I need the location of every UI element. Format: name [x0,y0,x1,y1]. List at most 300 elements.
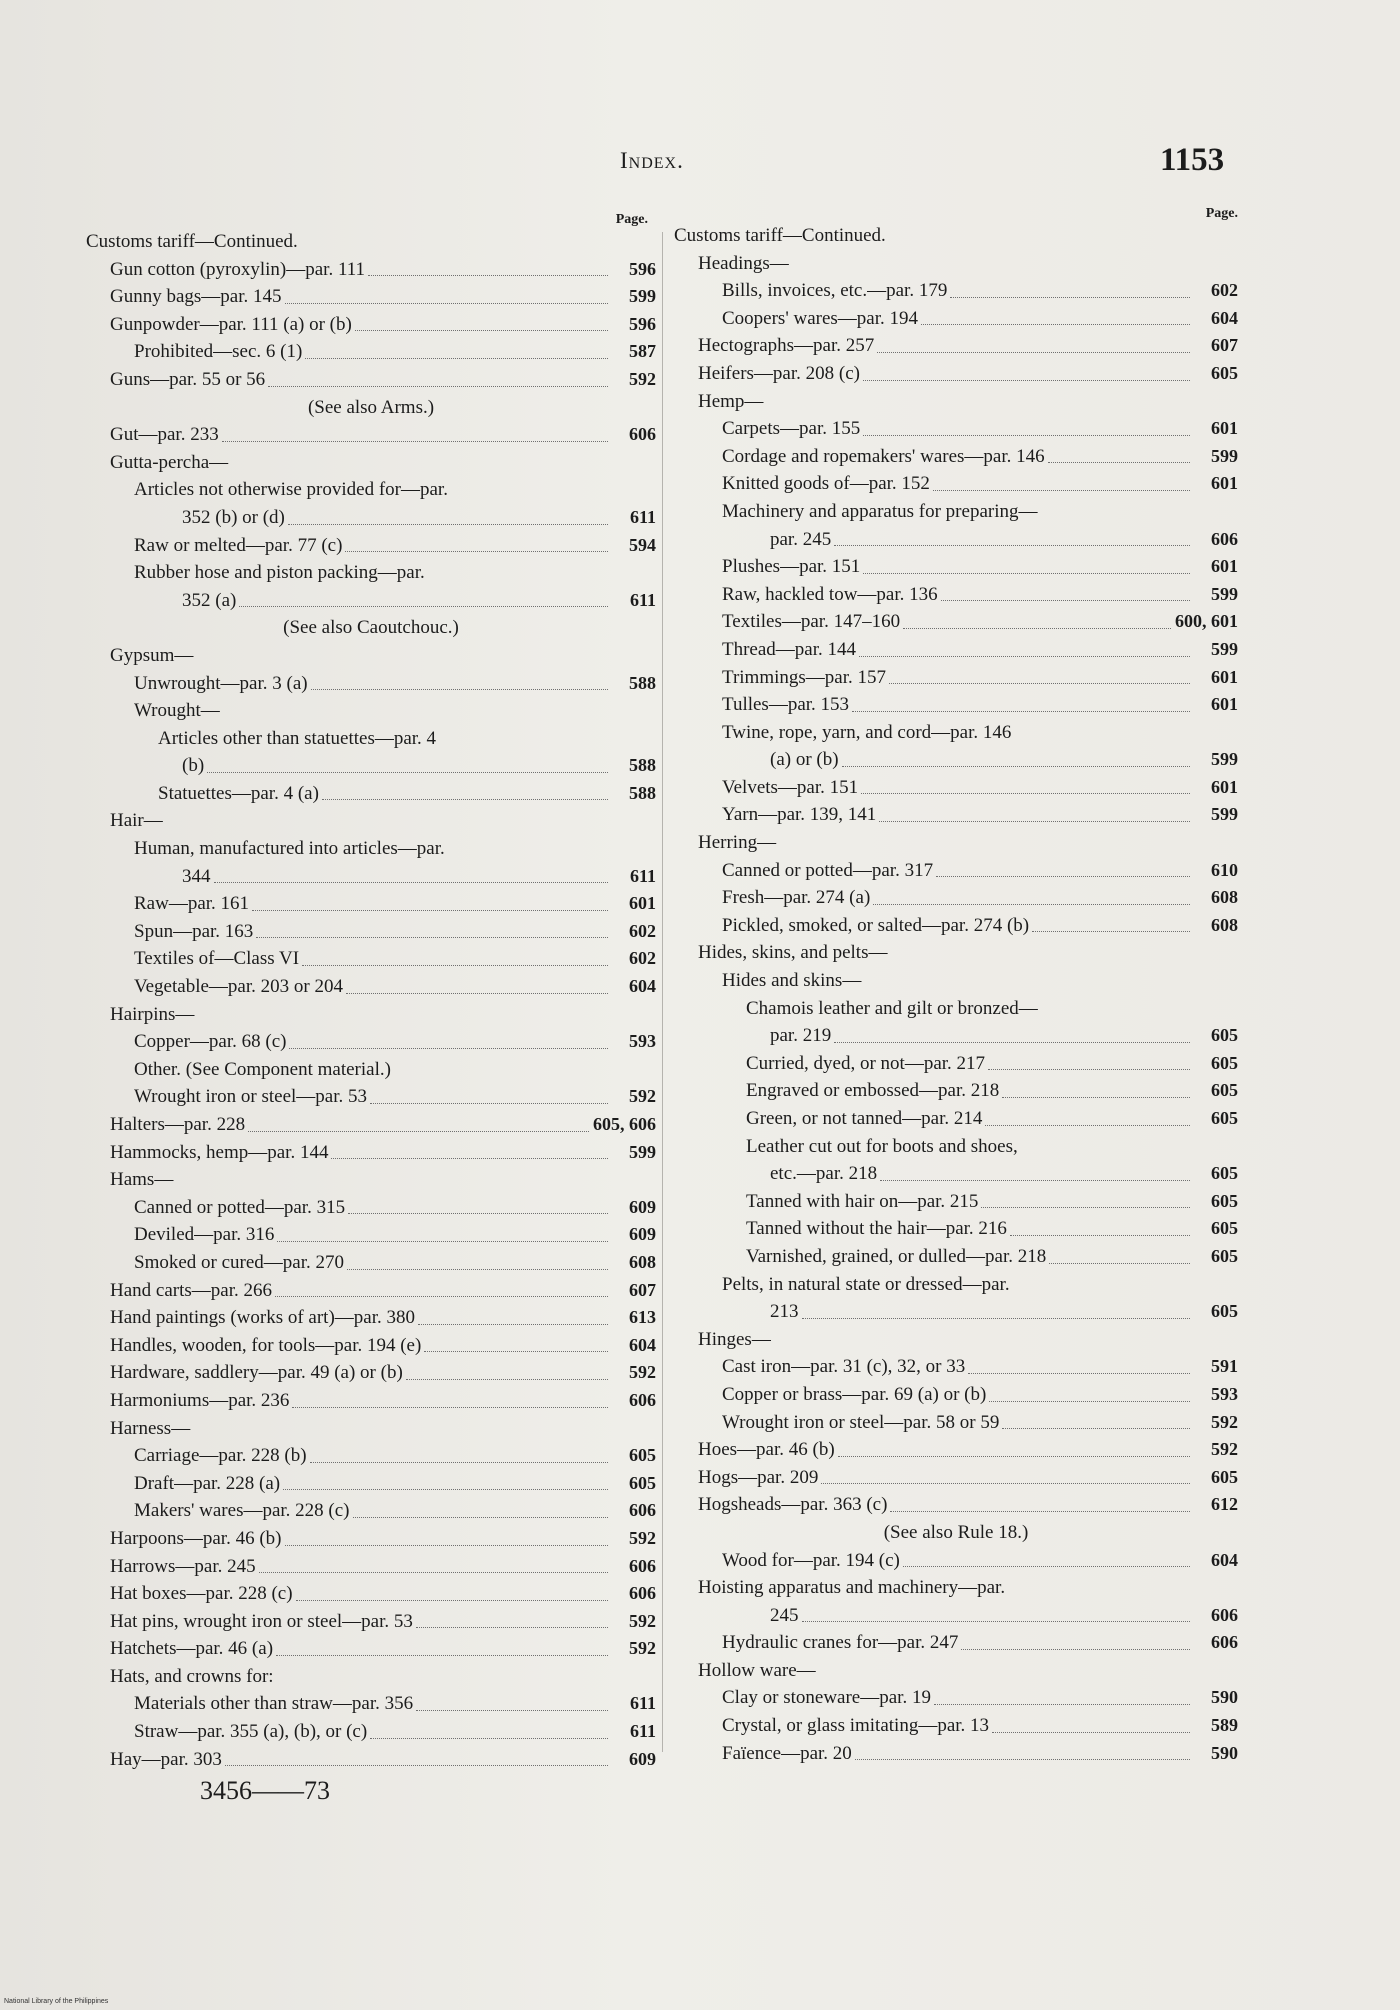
index-entry [674,1712,1238,1740]
index-entry [674,526,1238,554]
index-entry [674,774,1238,802]
dot-leader [252,910,608,911]
dot-leader [1010,1235,1190,1236]
index-entry [674,1326,1238,1354]
index-entry [86,1553,656,1581]
index-entry [86,1083,656,1111]
index-entry [674,1657,1238,1685]
entry-page-number: 604 [629,976,656,997]
scan-credit: National Library of the Philippines [4,1998,109,2005]
entry-text: Guns—par. 55 or 56 [110,368,266,390]
entry-text: Engraved or embossed—par. 218 [746,1080,1000,1102]
entry-text: Hides, skins, and pelts— [698,942,888,964]
entry-text: Canned or potted—par. 315 [134,1196,346,1218]
entry-page-number: 593 [1211,1383,1238,1404]
entry-text: Machinery and apparatus for preparing— [722,500,1038,522]
entry-text: Articles other than statuettes—par. 4 [158,727,437,749]
index-entry [674,277,1238,305]
dot-leader [368,275,608,276]
entry-page-number: 606 [629,1555,656,1576]
entry-text: Prohibited—sec. 6 (1) [134,341,303,363]
index-entry [674,719,1238,747]
index-entry [674,912,1238,940]
dot-leader [283,1489,608,1490]
dot-leader [880,1180,1190,1181]
entry-text: Hogs—par. 209 [698,1466,819,1488]
entry-text: Trimmings—par. 157 [722,666,886,688]
entry-page-number: 605 [1211,1466,1238,1487]
index-entry [674,857,1238,885]
index-entry [86,1663,656,1691]
dot-leader [855,1759,1190,1760]
index-entry [674,939,1238,967]
entry-page-number: 606 [629,424,656,445]
index-column-left [86,212,656,1773]
entry-text: Halters—par. 228 [110,1114,246,1135]
entry-page-number: 605 [1211,1301,1238,1322]
index-entries-left [86,228,656,1773]
entry-text: (See also Caoutchouc.) [283,617,459,639]
entry-text: Wrought iron or steel—par. 53 [134,1086,367,1108]
index-entry [86,1525,656,1553]
dot-leader [889,683,1190,684]
entry-text: Faïence—par. 20 [722,1742,852,1764]
entry-page-number: 606 [1211,1604,1238,1625]
index-entry [674,1491,1238,1519]
dot-leader [353,1517,608,1518]
index-entry [674,1381,1238,1409]
entry-page-number: 602 [629,948,656,969]
entry-text: Human, manufactured into articles—par. [134,838,445,860]
index-entry [674,415,1238,443]
entry-page-number: 612 [1211,1494,1238,1515]
dot-leader [310,1462,608,1463]
index-entry [86,1415,656,1443]
dot-leader [370,1103,608,1104]
entry-page-number: 605 [1211,1025,1238,1046]
entry-page-number: 601 [1211,694,1238,715]
index-entry [86,283,656,311]
entry-text: Yarn—par. 139, 141 [722,804,877,826]
entry-page-number: 591 [1211,1356,1238,1377]
entry-page-number: 599 [629,1141,656,1162]
index-entry [86,532,656,560]
index-entry [674,1050,1238,1078]
entry-page-number: 610 [1211,859,1238,880]
entry-text: Hand paintings (works of art)—par. 380 [110,1307,415,1329]
index-entry [86,449,656,477]
entry-text: Headings— [698,252,789,274]
index-entry [86,697,656,725]
entry-text: Knitted goods of—par. 152 [722,473,930,495]
dot-leader [347,1269,608,1270]
index-entry [674,1684,1238,1712]
index-entry [86,945,656,973]
dot-leader [936,876,1190,877]
entry-text: Raw—par. 161 [134,893,250,915]
entry-page-number: 592 [629,1527,656,1548]
dot-leader [406,1379,608,1380]
dot-leader [890,1511,1190,1512]
entry-text: 245 [770,1604,799,1626]
index-entry [674,1464,1238,1492]
index-entry [86,1221,656,1249]
entry-page-number: 605, 606 [593,1114,656,1134]
entry-page-number: 599 [1211,638,1238,659]
entry-text: Hoisting apparatus and machinery—par. [698,1577,1006,1599]
dot-leader [331,1158,608,1159]
dot-leader [921,324,1190,325]
entry-page-number: 604 [629,1334,656,1355]
entry-text: Gunpowder—par. 111 (a) or (b) [110,313,352,335]
dot-leader [288,524,608,525]
entry-page-number: 587 [629,341,656,362]
index-entry [86,338,656,366]
entry-page-number: 605 [1211,1163,1238,1184]
index-entry [674,1188,1238,1216]
entry-page-number: 599 [1211,749,1238,770]
index-entry [86,1580,656,1608]
entry-text: (See also Rule 18.) [883,1521,1029,1543]
entry-page-number: 611 [629,1693,656,1714]
entry-text: Hatchets—par. 46 (a) [110,1638,274,1660]
index-entry [86,1718,656,1746]
index-entry [674,829,1238,857]
entry-text: Hat pins, wrought iron or steel—par. 53 [110,1610,413,1632]
entry-text: Bills, invoices, etc.—par. 179 [722,280,948,302]
entry-page-number: 592 [629,1610,656,1631]
entry-text: Pickled, smoked, or salted—par. 274 (b) [722,914,1030,936]
index-entry [86,504,656,532]
entry-text: Copper or brass—par. 69 (a) or (b) [722,1383,987,1405]
entry-text: Hat boxes—par. 228 (c) [110,1583,293,1605]
entry-text: Raw or melted—par. 77 (c) [134,534,343,556]
index-entry [86,725,656,753]
index-entry [674,553,1238,581]
dot-leader [268,386,608,387]
index-entry [86,890,656,918]
index-entry [86,1139,656,1167]
entry-text: Gunny bags—par. 145 [110,286,282,308]
entry-text: (See also Arms.) [307,396,435,418]
entry-page-number: 608 [1211,914,1238,935]
entry-text: Coopers' wares—par. 194 [722,307,919,329]
entry-text: Heifers—par. 208 (c) [698,362,860,384]
entry-text: Smoked or cured—par. 270 [134,1251,345,1273]
index-entry [674,1574,1238,1602]
dot-leader [859,656,1190,657]
entry-page-number: 594 [629,534,656,555]
entry-text: 213 [770,1301,799,1323]
dot-leader [370,1738,608,1739]
entry-page-number: 590 [1211,1687,1238,1708]
entry-text: Wrought— [134,700,220,722]
entry-text: Hollow ware— [698,1659,816,1681]
index-entry [86,807,656,835]
entry-text: Hairpins— [110,1003,195,1025]
dot-leader [311,689,608,690]
dot-leader [834,1042,1190,1043]
index-entry [86,1387,656,1415]
index-entry [674,1547,1238,1575]
entry-text: Plushes—par. 151 [722,556,861,578]
dot-leader [416,1627,608,1628]
entry-text: Wood for—par. 194 (c) [722,1549,900,1571]
entry-page-number: 592 [1211,1411,1238,1432]
dot-leader [877,352,1190,353]
index-entry [674,691,1238,719]
entry-text: Hair— [110,810,163,832]
dot-leader [275,1296,608,1297]
entry-text: Hardware, saddlery—par. 49 (a) or (b) [110,1362,403,1384]
entry-text: Hay—par. 303 [110,1748,222,1770]
entry-page-number: 605 [1211,1080,1238,1101]
entry-text: Textiles—par. 147–160 [722,611,901,633]
index-entry [86,421,656,449]
entry-page-number: 588 [629,782,656,803]
index-entry [674,332,1238,360]
dot-leader [903,1566,1190,1567]
entry-text: Rubber hose and piston packing—par. [134,562,425,584]
dot-leader [985,1125,1190,1126]
entry-page-number: 599 [1211,804,1238,825]
entry-text: Carriage—par. 228 (b) [134,1445,307,1467]
index-entry [674,360,1238,388]
column-divider [662,232,663,1752]
entry-page-number: 602 [629,920,656,941]
entry-page-number: 605 [1211,1218,1238,1239]
dot-leader [992,1732,1190,1733]
index-entry [674,1105,1238,1133]
dot-leader [863,573,1190,574]
dot-leader [879,821,1190,822]
entry-page-number: 592 [629,368,656,389]
running-title: Index. [620,148,684,173]
entry-page-number: 606 [1211,1632,1238,1653]
entry-text: Velvets—par. 151 [722,776,859,798]
index-entry [86,1608,656,1636]
index-entry [674,995,1238,1023]
dot-leader [285,303,608,304]
index-entry [86,1056,656,1084]
index-entry [674,884,1238,912]
entry-page-number: 588 [629,755,656,776]
entry-text: Raw, hackled tow—par. 136 [722,583,938,605]
entry-text: par. 245 [770,528,832,550]
dot-leader [296,1600,608,1601]
entry-text: Fresh—par. 274 (a) [722,887,871,909]
entry-text: Varnished, grained, or dulled—par. 218 [746,1245,1047,1267]
index-entry [86,1028,656,1056]
entry-page-number: 601 [629,893,656,914]
index-entry [674,1519,1238,1547]
page-column-header: Page. [1205,206,1238,221]
dot-leader [1032,931,1190,932]
dot-leader [961,1649,1190,1650]
entry-text: Statuettes—par. 4 (a) [158,782,319,804]
dot-leader [418,1324,608,1325]
index-entry [86,256,656,284]
entry-text: Copper—par. 68 (c) [134,1031,287,1053]
entry-page-number: 608 [629,1251,656,1272]
entry-text: Leather cut out for boots and shoes, [746,1135,1018,1157]
entry-text: Harpoons—par. 46 (b) [110,1527,282,1549]
entry-page-number: 592 [629,1638,656,1659]
entry-page-number: 606 [629,1389,656,1410]
entry-page-number: 601 [1211,666,1238,687]
index-entry [674,967,1238,995]
entry-text: Hams— [110,1169,174,1191]
dot-leader [1002,1097,1190,1098]
dot-leader [322,799,608,800]
entry-page-number: 590 [1211,1742,1238,1763]
entry-page-number: 588 [629,672,656,693]
index-entry [86,1332,656,1360]
entry-text: Hinges— [698,1328,771,1350]
dot-leader [873,904,1190,905]
entry-page-number: 592 [629,1362,656,1383]
entry-text: Herring— [698,832,777,854]
dot-leader [348,1213,608,1214]
entry-text: Gut—par. 233 [110,424,219,446]
dot-leader [821,1483,1190,1484]
entry-text: Draft—par. 228 (a) [134,1472,281,1494]
index-entry [674,608,1238,636]
entry-page-number: 604 [1211,1549,1238,1570]
entry-page-number: 609 [629,1748,656,1769]
entry-text: Thread—par. 144 [722,638,857,660]
entry-page-number: 602 [1211,280,1238,301]
entry-text: Hand carts—par. 266 [110,1279,272,1301]
entry-text: Deviled—par. 316 [134,1224,275,1246]
entry-text: 344 [182,865,211,887]
entry-page-number: 606 [1211,528,1238,549]
entry-page-number: 607 [1211,335,1238,356]
entry-page-number: 599 [1211,583,1238,604]
entry-text: Hydraulic cranes for—par. 247 [722,1632,959,1654]
entry-text: Tanned without the hair—par. 216 [746,1218,1007,1240]
entry-text: Gypsum— [110,644,194,666]
dot-leader [305,358,608,359]
entry-page-number: 601 [1211,776,1238,797]
dot-leader [988,1069,1190,1070]
entry-page-number: 600, 601 [1175,611,1238,632]
entry-text: Hides and skins— [722,970,862,992]
dot-leader [838,1456,1190,1457]
entry-page-number: 606 [629,1583,656,1604]
entry-text: Hammocks, hemp—par. 144 [110,1141,329,1163]
entry-page-number: 592 [1211,1439,1238,1460]
dot-leader [289,1048,608,1049]
entry-text: Pelts, in natural state or dressed—par. [722,1273,1010,1295]
entry-page-number: 593 [629,1031,656,1052]
entry-page-number: 605 [1211,1190,1238,1211]
dot-leader [950,297,1190,298]
dot-leader [1048,462,1190,463]
index-entry [86,918,656,946]
index-entry [86,1690,656,1718]
index-entry [86,476,656,504]
index-entry [86,752,656,780]
entry-page-number: 605 [629,1445,656,1466]
dot-leader [416,1710,608,1711]
entry-text: Spun—par. 163 [134,920,254,942]
dot-leader [863,435,1190,436]
index-entry [674,1629,1238,1657]
entry-page-number: 599 [629,286,656,307]
index-entry [86,366,656,394]
entry-text: Customs tariff—Continued. [674,225,886,246]
index-entry [86,1470,656,1498]
entry-text: Tulles—par. 153 [722,694,850,716]
dot-leader [934,1704,1190,1705]
entry-text: Hoes—par. 46 (b) [698,1439,835,1461]
entry-page-number: 605 [1211,1245,1238,1266]
dot-leader [292,1407,608,1408]
entry-text: Cast iron—par. 31 (c), 32, or 33 [722,1356,966,1378]
index-entry [86,614,656,642]
entry-text: Unwrought—par. 3 (a) [134,672,308,694]
index-entry [86,1277,656,1305]
index-entry [86,587,656,615]
dot-leader [968,1373,1190,1374]
index-entry [86,835,656,863]
index-entry [674,1243,1238,1271]
dot-leader [277,1241,608,1242]
dot-leader [842,766,1190,767]
entry-text: Tanned with hair on—par. 215 [746,1190,979,1212]
index-entry [674,470,1238,498]
dot-leader [302,965,608,966]
index-entry [86,670,656,698]
entry-text: Harness— [110,1417,191,1439]
entry-page-number: 611 [629,865,656,886]
dot-leader [989,1401,1190,1402]
dot-leader [1049,1263,1190,1264]
entry-page-number: 611 [629,1721,656,1742]
entry-page-number: 607 [629,1279,656,1300]
entry-text: Vegetable—par. 203 or 204 [134,976,343,998]
dot-leader [852,711,1190,712]
entry-text: (b) [182,755,205,777]
index-entry [86,1497,656,1525]
printer-signature: 3456——73 [200,1776,330,1805]
index-entry [86,1166,656,1194]
dot-leader [802,1621,1191,1622]
entry-text: Articles not otherwise provided for—par. [134,479,448,501]
entry-page-number: 606 [629,1500,656,1521]
index-entry [86,1001,656,1029]
entry-text: Textiles of—Class VI [134,948,300,970]
index-entry [86,1442,656,1470]
index-entry [674,498,1238,526]
index-entry [86,780,656,808]
dot-leader [345,551,608,552]
dot-leader [903,628,1171,629]
index-entry [674,1409,1238,1437]
entry-text: Clay or stoneware—par. 19 [722,1687,931,1709]
index-entry [674,222,1238,250]
entry-text: Handles, wooden, for tools—par. 194 (e) [110,1334,422,1356]
dot-leader [355,330,608,331]
index-entry [86,559,656,587]
dot-leader [424,1351,608,1352]
entry-page-number: 601 [1211,418,1238,439]
index-entry [674,1022,1238,1050]
dot-leader [256,937,608,938]
entry-text: Curried, dyed, or not—par. 217 [746,1052,986,1074]
entry-page-number: 592 [629,1086,656,1107]
